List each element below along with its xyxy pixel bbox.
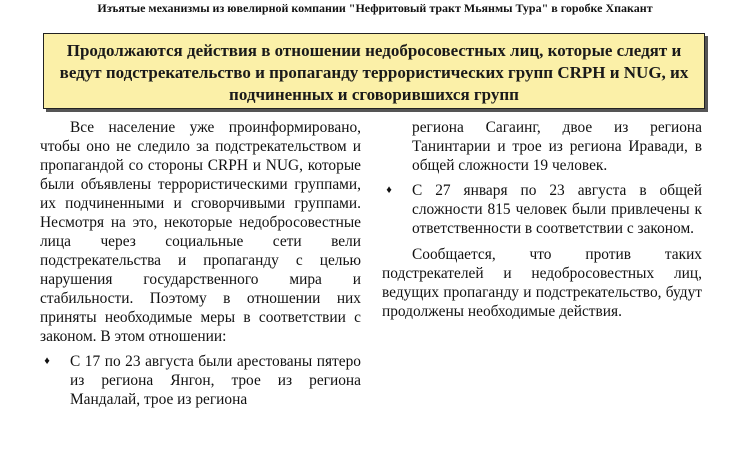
list-item-text: С 17 по 23 августа были арестованы пятеро из региона Янгон, трое из региона Мандалай, трое из региона xyxy=(70,353,361,408)
diamond-bullet-icon: ♦ xyxy=(44,355,50,367)
list-item-text: С 27 января по 23 августа в общей сложности 815 человек были привлечены к ответственности в соответствии с законом. xyxy=(412,182,702,237)
left-column xyxy=(40,118,361,409)
right-column xyxy=(382,118,702,321)
list-item xyxy=(40,352,361,409)
list-item xyxy=(382,181,702,238)
headline-text: Продолжаются действия в отношении недобросовестных лиц, которые следят и ведут подстрекательство и пропаганду террористических групп CRPH и NUG, их подчиненных и сговорившихся групп xyxy=(59,41,689,104)
diamond-bullet-icon: ♦ xyxy=(386,184,392,196)
headline-box xyxy=(43,33,705,109)
image-caption: Изъятые механизмы из ювелирной компании "Нефритовый тракт Мьянмы Тура" в горобке Хпакант xyxy=(97,1,653,15)
intro-paragraph: Все население уже проинформировано, чтобы оно не следило за подстрекательством и пропагандой со стороны CRPH и NUG, которые были объявлены террористическими группами, их подчиненными и сговорчивыми группами. Несмотря на это, некоторые недобросовестные лица через социальные сети вели подстрекательства и пропаганду с целью нарушения государственного мира и стабильности. Поэтому в отношении них приняты необходимые меры в соответствии с законом. В этом отношении: xyxy=(40,119,361,345)
closing-paragraph: Сообщается, что против таких подстрекателей и недобросовестных лиц, ведущих пропаганду и подстрекательство, будут продолжены необходимые действия. xyxy=(382,246,702,320)
list-item-continuation: региона Сагаинг, двое из региона Танинтарии и трое из региона Иравади, в общей сложности 19 человек. xyxy=(412,119,702,174)
